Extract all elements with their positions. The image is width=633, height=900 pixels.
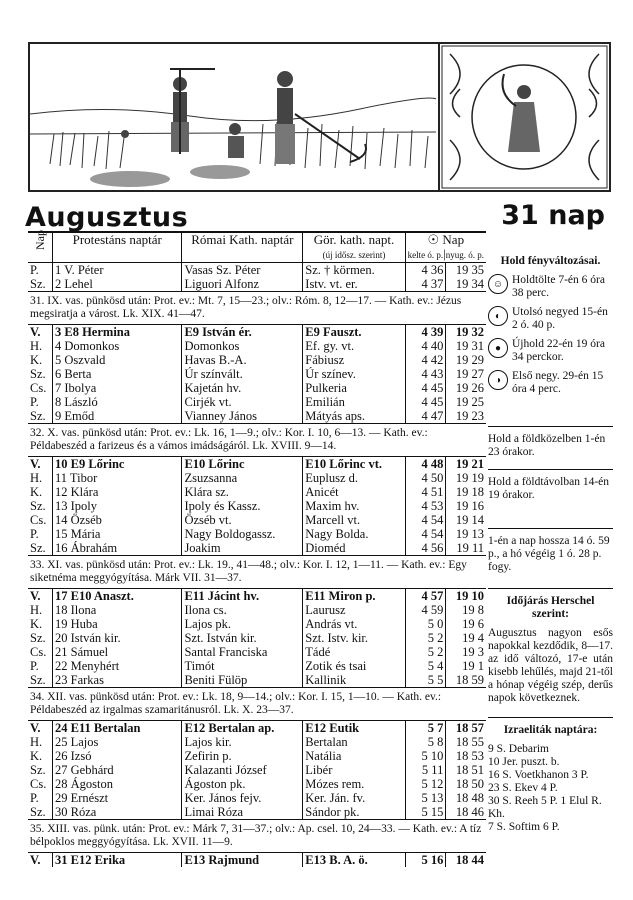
catholic-name: Joakim <box>182 541 303 556</box>
moon-phase-text: Utolsó negyed 15-én 2 ó. 40 p. <box>512 306 608 331</box>
weekday: V. <box>28 325 53 340</box>
weekday: Sz. <box>28 805 53 820</box>
sunset: 19 4 <box>462 631 484 645</box>
catholic-name: Havas B.-A. <box>182 353 303 367</box>
sunrise: 5 5 <box>405 673 446 688</box>
greek-name: E12 Eutik <box>303 721 405 736</box>
sunset: 19 10 <box>455 589 484 603</box>
week-reading-text: 35. XIII. vas. pünk. után: Prot. ev.: Márk 7, 31—37.; olv.: Ap. csel. 10, 24—33. — Kath. ev.: A tíz bélpoklos meggyógyítása. Lk. XVII. 11—9. <box>28 820 486 853</box>
day-row <box>28 791 486 805</box>
col-header-greek: Gör. kath. napt. (új idősz. szerint) <box>303 233 405 263</box>
weekday: Cs. <box>28 645 53 659</box>
protestant-name: 8 László <box>53 395 182 409</box>
moon-phase-text: Első negy. 29-én 15 óra 4 perc. <box>512 370 604 395</box>
sunset: 18 46 <box>455 805 484 819</box>
greek-name: Pulkeria <box>303 381 405 395</box>
catholic-name: Lajos kir. <box>182 735 303 749</box>
moon-phase-item <box>488 274 613 300</box>
apogee-note: Hold a földtávolban 14-én 19 órakor. <box>488 469 613 502</box>
catholic-name: Kajetán hv. <box>182 381 303 395</box>
greek-name: Libér <box>303 763 405 777</box>
protestant-name: 13 Ipoly <box>53 499 182 513</box>
protestant-name: 16 Ábrahám <box>53 541 182 556</box>
catholic-name: Lajos pk. <box>182 617 303 631</box>
catholic-name: Ágoston pk. <box>182 777 303 791</box>
day-row <box>28 277 486 292</box>
sunset: 19 31 <box>455 339 484 353</box>
full-moon-icon: ☺ <box>488 274 508 294</box>
week-reading-row <box>28 820 486 853</box>
catholic-name: Beniti Fülöp <box>182 673 303 688</box>
week-reading-row <box>28 556 486 589</box>
day-row <box>28 673 486 688</box>
weekday: H. <box>28 339 53 353</box>
weekday: Sz. <box>28 631 53 645</box>
sunday-row <box>28 853 486 868</box>
catholic-name: Liguori Alfonz <box>182 277 303 292</box>
israel-section <box>488 717 613 834</box>
sunrise: 4 56 <box>405 541 446 556</box>
greek-name: E10 Lőrinc vt. <box>303 457 405 472</box>
sunset: 19 19 <box>455 471 484 485</box>
weekday: Sz. <box>28 763 53 777</box>
weekday: K. <box>28 353 53 367</box>
weekday: Cs. <box>28 513 53 527</box>
israel-item: 7 S. Softim 6 P. <box>488 821 560 833</box>
greek-name: Tádé <box>303 645 405 659</box>
day-row <box>28 541 486 556</box>
greek-name: Sándor pk. <box>303 805 405 820</box>
catholic-name: Santal Franciska <box>182 645 303 659</box>
week-reading-row <box>28 292 486 325</box>
weekday: K. <box>28 617 53 631</box>
sunrise: 5 8 <box>405 735 446 749</box>
day-row <box>28 527 486 541</box>
week-reading-row <box>28 424 486 457</box>
catholic-name: Úr színvált. <box>182 367 303 381</box>
col-header-sun: ☉ Nap kelte ó. p.|nyug. ó. p. <box>405 233 486 263</box>
day-row <box>28 381 486 395</box>
weekday: P. <box>28 659 53 673</box>
catholic-name: Timót <box>182 659 303 673</box>
sunrise: 4 59 <box>405 603 446 617</box>
weekday: Sz. <box>28 277 53 292</box>
new-moon-icon: ● <box>488 338 508 358</box>
greek-name: Úr színev. <box>303 367 405 381</box>
harvest-scene-image <box>30 44 440 190</box>
weekday: H. <box>28 735 53 749</box>
catholic-name: Vasas Sz. Péter <box>182 263 303 278</box>
catholic-name: Ker. János fejv. <box>182 791 303 805</box>
catholic-name: Zsuzsanna <box>182 471 303 485</box>
sunrise: 4 39 <box>405 325 446 340</box>
sunrise: 5 11 <box>405 763 446 777</box>
protestant-name: 6 Berta <box>53 367 182 381</box>
day-row <box>28 777 486 791</box>
sunset: 19 3 <box>462 645 484 659</box>
protestant-name: 22 Menyhért <box>53 659 182 673</box>
sunset: 19 26 <box>455 381 484 395</box>
catholic-name: Ipoly és Kassz. <box>182 499 303 513</box>
sunrise: 5 15 <box>405 805 446 820</box>
weekday: V. <box>28 457 53 472</box>
weekday: Cs. <box>28 777 53 791</box>
protestant-name: 28 Ágoston <box>53 777 182 791</box>
weather-text: Augusztus nagyon esős napokkal kezdődik, 8—17. az idő változó, 17-e után kisebb lehűlés, majd 21-től a hónap végéig szép, derűs napok következnek. <box>488 627 613 704</box>
weekday: V. <box>28 589 53 604</box>
greek-name: Laurusz <box>303 603 405 617</box>
israel-item: 23 S. Ekev 4 P. <box>488 782 558 794</box>
protestant-name: 29 Ernészt <box>53 791 182 805</box>
sunset: 19 1 <box>462 659 484 673</box>
sunrise: 4 45 <box>405 381 446 395</box>
day-row <box>28 471 486 485</box>
weekday: K. <box>28 749 53 763</box>
greek-name: Emilián <box>303 395 405 409</box>
catholic-name: Klára sz. <box>182 485 303 499</box>
protestant-name: 14 Özséb <box>53 513 182 527</box>
last-quarter-icon: ◐ <box>488 306 508 326</box>
protestant-name: 15 Mária <box>53 527 182 541</box>
weekday: H. <box>28 471 53 485</box>
catholic-name: Vianney János <box>182 409 303 424</box>
sun-icon: ☉ <box>427 232 440 247</box>
sunset: 19 16 <box>455 499 484 513</box>
sunday-row <box>28 457 486 472</box>
greek-name: Marcell vt. <box>303 513 405 527</box>
israel-item: 9 S. Debarim <box>488 743 550 755</box>
catholic-name: Kalazanti József <box>182 763 303 777</box>
sunset: 19 29 <box>455 353 484 367</box>
protestant-name: 2 Lehel <box>53 277 182 292</box>
sunset: 19 6 <box>462 617 484 631</box>
sunrise: 5 12 <box>405 777 446 791</box>
day-row <box>28 631 486 645</box>
greek-name: Anicét <box>303 485 405 499</box>
catholic-name: E13 Rajmund <box>182 853 303 868</box>
sunset: 18 57 <box>455 721 484 735</box>
sunrise: 4 37 <box>405 277 446 292</box>
catholic-name: E10 Lőrinc <box>182 457 303 472</box>
sunrise: 4 36 <box>405 263 446 278</box>
day-row <box>28 263 486 278</box>
sunrise: 4 50 <box>405 471 446 485</box>
sunset: 19 32 <box>455 325 484 339</box>
sunday-row <box>28 325 486 340</box>
protestant-name: 31 E12 Erika <box>53 853 182 868</box>
weekday: P. <box>28 395 53 409</box>
sunset: 19 21 <box>455 457 484 471</box>
weather-title: Időjárás Herschel szerint: <box>506 595 595 620</box>
protestant-name: 3 E8 Hermina <box>53 325 182 340</box>
protestant-name: 21 Sámuel <box>53 645 182 659</box>
protestant-name: 30 Róza <box>53 805 182 820</box>
sunrise: 4 57 <box>405 589 446 604</box>
catholic-name: Limai Róza <box>182 805 303 820</box>
sunrise: 5 0 <box>405 617 446 631</box>
sunset: 19 27 <box>455 367 484 381</box>
day-row <box>28 617 486 631</box>
weekday: P. <box>28 527 53 541</box>
greek-name: Istv. vt. er. <box>303 277 405 292</box>
day-row <box>28 805 486 820</box>
greek-name: Szt. Istv. kir. <box>303 631 405 645</box>
sunset: 18 51 <box>455 763 484 777</box>
ornament-woman-sickle-image <box>440 44 609 190</box>
month-title: Augusztus <box>25 202 189 233</box>
sunset: 18 59 <box>455 673 484 687</box>
weekday: Sz. <box>28 541 53 556</box>
week-reading-row <box>28 688 486 721</box>
perigee-note: Hold a földközelben 1-én 23 órakor. <box>488 426 613 459</box>
day-row <box>28 367 486 381</box>
greek-name: E9 Fauszt. <box>303 325 405 340</box>
greek-name: Bertalan <box>303 735 405 749</box>
weather-section <box>488 588 613 705</box>
sunset: 19 23 <box>455 409 484 423</box>
israel-title: Izraeliták naptára: <box>503 724 598 736</box>
catholic-name: Ilona cs. <box>182 603 303 617</box>
weekday: P. <box>28 263 53 278</box>
day-row <box>28 735 486 749</box>
catholic-name: Nagy Boldogassz. <box>182 527 303 541</box>
greek-name: András vt. <box>303 617 405 631</box>
day-row <box>28 395 486 409</box>
sunrise: 5 13 <box>405 791 446 805</box>
moon-phases-title: Hold fényváltozásai. <box>500 255 601 267</box>
protestant-name: 4 Domonkos <box>53 339 182 353</box>
sunset: 19 18 <box>455 485 484 499</box>
sunrise: 4 40 <box>405 339 446 353</box>
protestant-name: 26 Izsó <box>53 749 182 763</box>
sunset: 18 55 <box>455 735 484 749</box>
daylength-note: 1-én a nap hossza 14 ó. 59 p., a hó végéig 1 ó. 28 p. fogy. <box>488 528 613 574</box>
catholic-name: Zefirin p. <box>182 749 303 763</box>
moon-phase-item <box>488 370 613 396</box>
sunrise: 4 42 <box>405 353 446 367</box>
greek-name: Euplusz d. <box>303 471 405 485</box>
protestant-name: 23 Farkas <box>53 673 182 688</box>
day-row <box>28 513 486 527</box>
sunrise: 4 47 <box>405 409 446 424</box>
week-reading-text: 33. XI. vas. pünkösd után: Prot. ev.: Lk. 19., 41—48.; olv.: Kor. I. 12, 1—11. — Kath. ev.: Egy siketnéma meggyógyítása. Márk VII. 31—37. <box>28 556 486 589</box>
header-illustration <box>28 42 611 192</box>
greek-name: Fábiusz <box>303 353 405 367</box>
protestant-name: 10 E9 Lőrinc <box>53 457 182 472</box>
weekday: Sz. <box>28 409 53 424</box>
moon-phase-text: Újhold 22-én 19 óra 34 perckor. <box>512 338 605 363</box>
sunrise: 4 54 <box>405 513 446 527</box>
catholic-name: E9 István ér. <box>182 325 303 340</box>
col-header-protestant: Protestáns naptár <box>53 233 182 263</box>
protestant-name: 25 Lajos <box>53 735 182 749</box>
sunrise: 4 48 <box>405 457 446 472</box>
protestant-name: 12 Klára <box>53 485 182 499</box>
moon-phase-item <box>488 306 613 332</box>
sunset: 18 50 <box>455 777 484 791</box>
day-row <box>28 339 486 353</box>
greek-name: Kallinik <box>303 673 405 688</box>
week-reading-text: 31. IX. vas. pünkösd után: Prot. ev.: Mt. 7, 15—23.; olv.: Róm. 8, 12—17. — Kath. ev.: Jézus megsiratja a várost. Lk. XIX. 41—47. <box>28 292 486 325</box>
sunrise: 5 7 <box>405 721 446 736</box>
day-row <box>28 603 486 617</box>
sunrise: 4 54 <box>405 527 446 541</box>
sunset: 19 35 <box>455 263 484 277</box>
greek-name: Dioméd <box>303 541 405 556</box>
protestant-name: 24 E11 Bertalan <box>53 721 182 736</box>
sunday-row <box>28 589 486 604</box>
sunset: 19 14 <box>455 513 484 527</box>
catholic-name: E12 Bertalan ap. <box>182 721 303 736</box>
sunset: 19 11 <box>456 541 484 555</box>
first-quarter-icon: ◑ <box>488 370 508 390</box>
greek-name: Maxim hv. <box>303 499 405 513</box>
sunset: 18 48 <box>455 791 484 805</box>
weekday: Sz. <box>28 673 53 688</box>
weekday: V. <box>28 721 53 736</box>
day-row <box>28 749 486 763</box>
col-header-catholic: Római Kath. naptár <box>182 233 303 263</box>
week-reading-text: 32. X. vas. pünkösd után: Prot. ev.: Lk. 16, 1—9.; olv.: Kor. I. 10, 6—13. — Kath. ev.: Példabeszéd a farizeus és a vámos imádságáról. Lk. XVIII. 9—14. <box>28 424 486 457</box>
weekday: K. <box>28 485 53 499</box>
sunset: 19 13 <box>455 527 484 541</box>
sunrise: 5 10 <box>405 749 446 763</box>
day-row <box>28 499 486 513</box>
calendar-header-row <box>28 233 486 263</box>
sunrise: 5 2 <box>405 631 446 645</box>
day-row <box>28 645 486 659</box>
day-row <box>28 353 486 367</box>
protestant-name: 7 Ibolya <box>53 381 182 395</box>
greek-name: Sz. † körmen. <box>303 263 405 278</box>
greek-name: Nagy Bolda. <box>303 527 405 541</box>
protestant-name: 1 V. Péter <box>53 263 182 278</box>
protestant-name: 11 Tibor <box>53 471 182 485</box>
protestant-name: 9 Emőd <box>53 409 182 424</box>
israel-item: 16 S. Voetkhanon 3 P. <box>488 769 589 781</box>
sunrise: 4 51 <box>405 485 446 499</box>
day-row <box>28 659 486 673</box>
greek-name: E13 B. A. ö. <box>303 853 405 868</box>
catholic-name: Cirjék vt. <box>182 395 303 409</box>
moon-phases-list <box>488 274 613 396</box>
israel-item: 10 Jer. puszt. b. <box>488 756 560 768</box>
week-reading-text: 34. XII. vas. pünkösd után: Prot. ev.: Lk. 18, 9—14.; olv.: Kor. I. 15, 1—10. — Kath. ev.: Példabeszéd az irgalmas szamaritánusról. Lk. X. 23—37. <box>28 688 486 721</box>
day-row <box>28 409 486 424</box>
greek-name: Zotik és tsai <box>303 659 405 673</box>
col-header-day: Nap <box>28 233 53 263</box>
catholic-name: E11 Jácint hv. <box>182 589 303 604</box>
weekday: H. <box>28 603 53 617</box>
protestant-name: 17 E10 Anaszt. <box>53 589 182 604</box>
weekday: Sz. <box>28 367 53 381</box>
protestant-name: 19 Huba <box>53 617 182 631</box>
weekday: P. <box>28 791 53 805</box>
sunset: 19 25 <box>455 395 484 409</box>
greek-name: Ef. gy. vt. <box>303 339 405 353</box>
sunrise: 5 2 <box>405 645 446 659</box>
sunrise: 4 53 <box>405 499 446 513</box>
month-days-count: 31 nap <box>501 200 605 231</box>
protestant-name: 27 Gebhárd <box>53 763 182 777</box>
greek-name: E11 Miron p. <box>303 589 405 604</box>
weekday: V. <box>28 853 53 868</box>
sidebar <box>488 255 613 834</box>
greek-name: Mózes rem. <box>303 777 405 791</box>
sunrise: 4 43 <box>405 367 446 381</box>
sunset: 18 44 <box>455 853 484 867</box>
israel-item: 30 S. Reeh 5 P. 1 Elul R. Kh. <box>488 795 602 820</box>
sunrise: 5 16 <box>405 853 446 868</box>
protestant-name: 5 Oszvald <box>53 353 182 367</box>
sunset: 19 34 <box>455 277 484 291</box>
greek-name: Mátyás aps. <box>303 409 405 424</box>
moon-phase-text: Holdtölte 7-én 6 óra 38 perc. <box>512 274 605 299</box>
catholic-name: Szt. István kir. <box>182 631 303 645</box>
sunset: 19 8 <box>462 603 484 617</box>
weekday: Sz. <box>28 499 53 513</box>
sunset: 18 53 <box>455 749 484 763</box>
sunrise: 4 45 <box>405 395 446 409</box>
calendar-table <box>28 230 486 867</box>
protestant-name: 18 Ilona <box>53 603 182 617</box>
catholic-name: Özséb vt. <box>182 513 303 527</box>
protestant-name: 20 István kir. <box>53 631 182 645</box>
day-row <box>28 763 486 777</box>
greek-name: Ker. Ján. fv. <box>303 791 405 805</box>
weekday: Cs. <box>28 381 53 395</box>
sunday-row <box>28 721 486 736</box>
day-row <box>28 485 486 499</box>
catholic-name: Domonkos <box>182 339 303 353</box>
moon-phase-item <box>488 338 613 364</box>
israel-list <box>488 743 613 834</box>
greek-name: Natália <box>303 749 405 763</box>
sunrise: 5 4 <box>405 659 446 673</box>
